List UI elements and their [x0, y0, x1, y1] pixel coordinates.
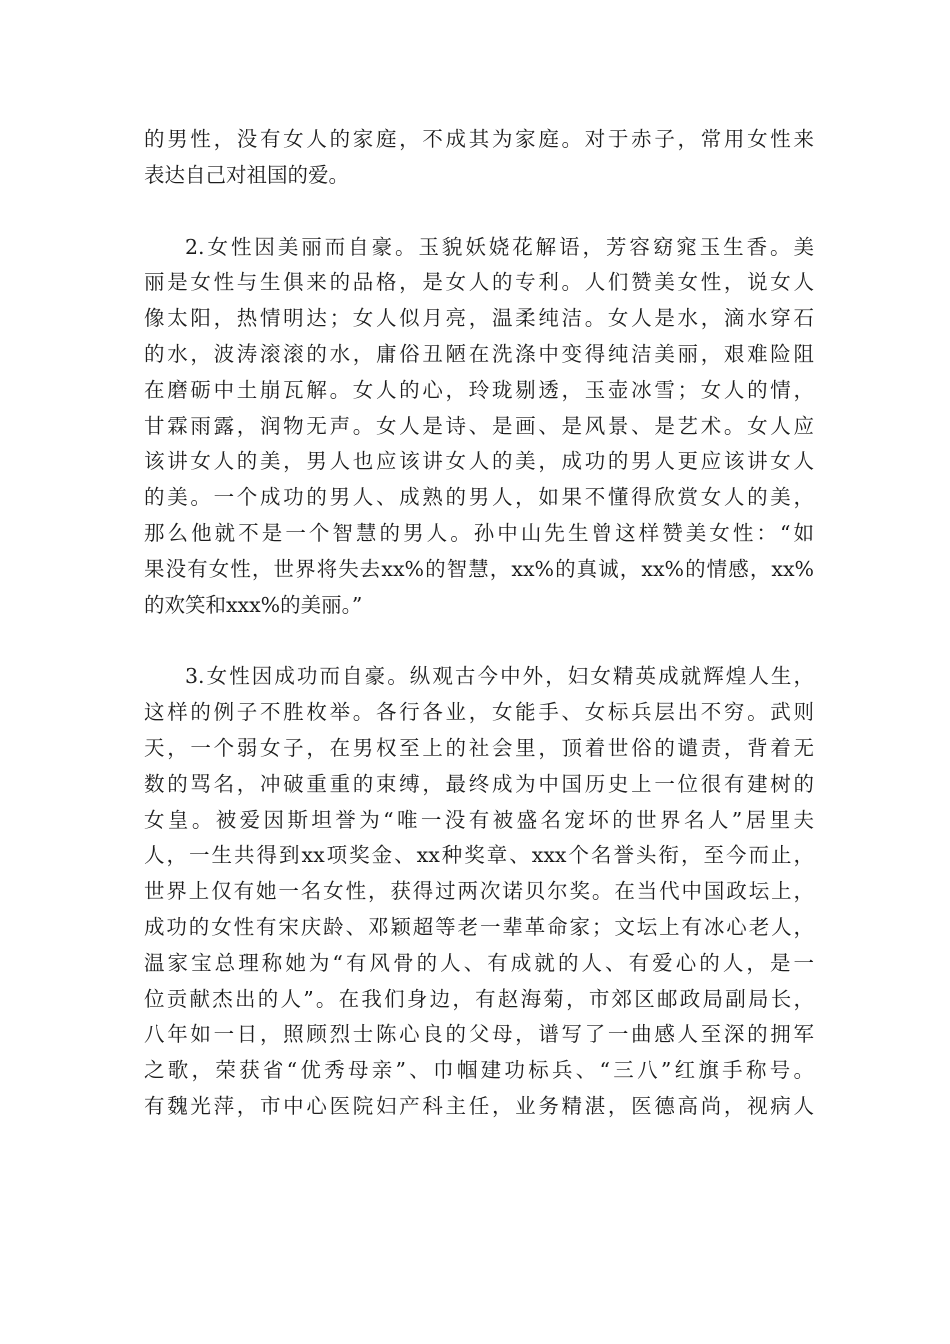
text-line: 这样的例子不胜枚举。各行各业，女能手、女标兵层出不穷。武则: [144, 700, 814, 725]
text-line: 人，一生共得到xx项奖金、xx种奖章、xxx个名誉头衔，至今而止，: [144, 843, 814, 868]
text-line: 果没有女性，世界将失去xx%的智慧，xx%的真诚，xx%的情感，xx%: [144, 556, 814, 581]
text-line: 数的骂名，冲破重重的束缚，最终成为中国历史上一位很有建树的: [144, 771, 814, 796]
text-line: 世界上仅有她一名女性，获得过两次诺贝尔奖。在当代中国政坛上，: [144, 879, 814, 904]
text-line: 女皇。被爱因斯坦誉为“唯一没有被盛名宠坏的世界名人”居里夫: [144, 807, 814, 832]
text-line: 在磨砺中土崩瓦解。女人的心，玲珑剔透，玉壶冰雪；女人的情，: [144, 377, 814, 402]
text-line: 温家宝总理称她为“有风骨的人、有成就的人、有爱心的人，是一: [144, 950, 814, 975]
text-line: 那么他就不是一个智慧的男人。孙中山先生曾这样赞美女性：“如: [144, 520, 814, 545]
text-line: 丽是女性与生俱来的品格，是女人的专利。人们赞美女性，说女人: [144, 270, 814, 295]
paragraph-success: [144, 659, 814, 1124]
text-line: 的美。一个成功的男人、成熟的男人，如果不懂得欣赏女人的美，: [144, 485, 814, 510]
paragraph-spacer: [144, 194, 814, 230]
text-line: 成功的女性有宋庆龄、邓颖超等老一辈革命家；文坛上有冰心老人，: [144, 914, 814, 939]
text-line: 表达自己对祖国的爱。: [144, 162, 349, 187]
text-line: 天，一个弱女子，在男权至上的社会里，顶着世俗的谴责，背着无: [144, 735, 814, 760]
text-line: 的欢笑和xxx%的美丽。”: [144, 592, 363, 617]
text-line: 位贡献杰出的人”。在我们身边，有赵海菊，市郊区邮政局副局长，: [144, 986, 814, 1011]
text-line: 像太阳，热情明达；女人似月亮，温柔纯洁。女人是水，滴水穿石: [144, 306, 814, 331]
text-line: 甘霖雨露，润物无声。女人是诗、是画、是风景、是艺术。女人应: [144, 413, 814, 438]
text-line: 3.女性因成功而自豪。纵观古今中外，妇女精英成就辉煌人生，: [185, 664, 814, 689]
paragraph-continuation: [144, 122, 814, 194]
text-line: 有魏光萍，市中心医院妇产科主任，业务精湛，医德高尚，视病人: [144, 1093, 814, 1118]
text-line: 该讲女人的美，男人也应该讲女人的美，成功的男人更应该讲女人: [144, 449, 814, 474]
text-line: 2.女性因美丽而自豪。玉貌妖娆花解语，芳容窈窕玉生香。美: [185, 234, 814, 259]
paragraph-beauty: [144, 230, 814, 624]
text-line: 的男性，没有女人的家庭，不成其为家庭。对于赤子，常用女性来: [144, 127, 814, 151]
text-line: 之歌，荣获省“优秀母亲”、巾帼建功标兵、“三八”红旗手称号。: [144, 1058, 814, 1083]
paragraph-spacer: [144, 623, 814, 659]
text-line: 的水，波涛滚滚的水，庸俗丑陋在洗涤中变得纯洁美丽，艰难险阻: [144, 341, 814, 366]
document-body: [144, 122, 814, 1125]
text-line: 八年如一日，照顾烈士陈心良的父母，谱写了一曲感人至深的拥军: [144, 1022, 814, 1047]
